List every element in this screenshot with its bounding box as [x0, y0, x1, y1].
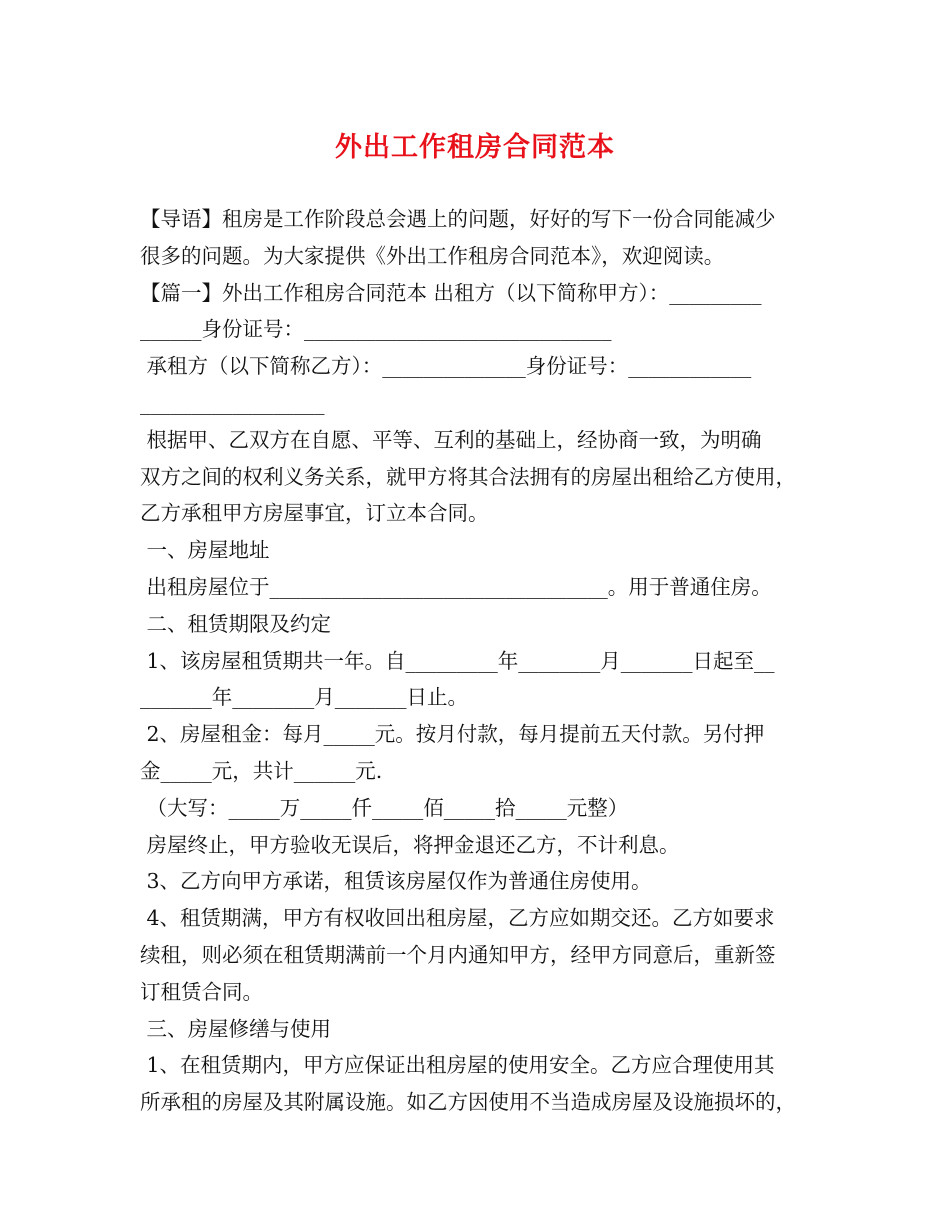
body-line: 出租房屋位于_________________________________。用于普通住房。	[140, 574, 772, 599]
body-line: 【篇一】外出工作租房合同范本 出租方（以下简称甲方）：_________	[140, 280, 762, 305]
body-line: 乙方承租甲方房屋事宜，订立本合同。	[140, 501, 489, 526]
body-line: 所承租的房屋及其附属设施。如乙方因使用不当造成房屋及设施损坏的，	[140, 1090, 796, 1115]
body-line: 订租赁合同。	[140, 979, 263, 1004]
body-line: 1、该房屋租赁期共一年。自_________年________月_______日起至__	[140, 648, 775, 673]
section-heading: 三、房屋修缮与使用	[140, 1016, 332, 1041]
body-line: _______年________月_______日止。	[140, 685, 468, 710]
body-line: 【导语】租房是工作阶段总会遇上的问题，好好的写下一份合同能减少	[140, 207, 776, 231]
document-body	[140, 201, 820, 1121]
body-line: 1、在租赁期内，甲方应保证出租房屋的使用安全。乙方应合理使用其	[140, 1053, 775, 1078]
body-line: 承租方（以下简称乙方）：______________身份证号：____________	[140, 354, 752, 379]
body-line: 3、乙方向甲方承诺，租赁该房屋仅作为普通住房使用。	[140, 869, 652, 894]
section-heading: 二、租赁期限及约定	[140, 611, 332, 636]
body-line: 根据甲、乙双方在自愿、平等、互利的基础上，经协商一致，为明确	[140, 427, 762, 452]
document-title: 外出工作租房合同范本	[335, 132, 615, 163]
body-line: ______身份证号：______________________________	[140, 317, 612, 342]
body-line: 双方之间的权利义务关系，就甲方将其合法拥有的房屋出租给乙方使用，	[140, 464, 796, 489]
section-heading: 一、房屋地址	[140, 538, 270, 563]
body-line: 很多的问题。为大家提供《外出工作租房合同范本》，欢迎阅读。	[140, 243, 725, 268]
body-line: 金_____元，共计______元.	[140, 758, 383, 783]
body-line: __________________	[140, 390, 325, 415]
body-line: 4、租赁期满，甲方有权收回出租房屋，乙方应如期交还。乙方如要求	[140, 906, 775, 931]
body-line: 续租，则必须在租赁期满前一个月内通知甲方，经甲方同意后，重新签	[140, 942, 776, 967]
body-line: 房屋终止，甲方验收无误后，将押金退还乙方，不计利息。	[140, 832, 680, 857]
body-line: 2、房屋租金：每月_____元。按月付款，每月提前五天付款。另付押	[140, 722, 765, 747]
body-line: （大写：_____万_____仟_____佰_____拾_____元整）	[140, 795, 629, 820]
